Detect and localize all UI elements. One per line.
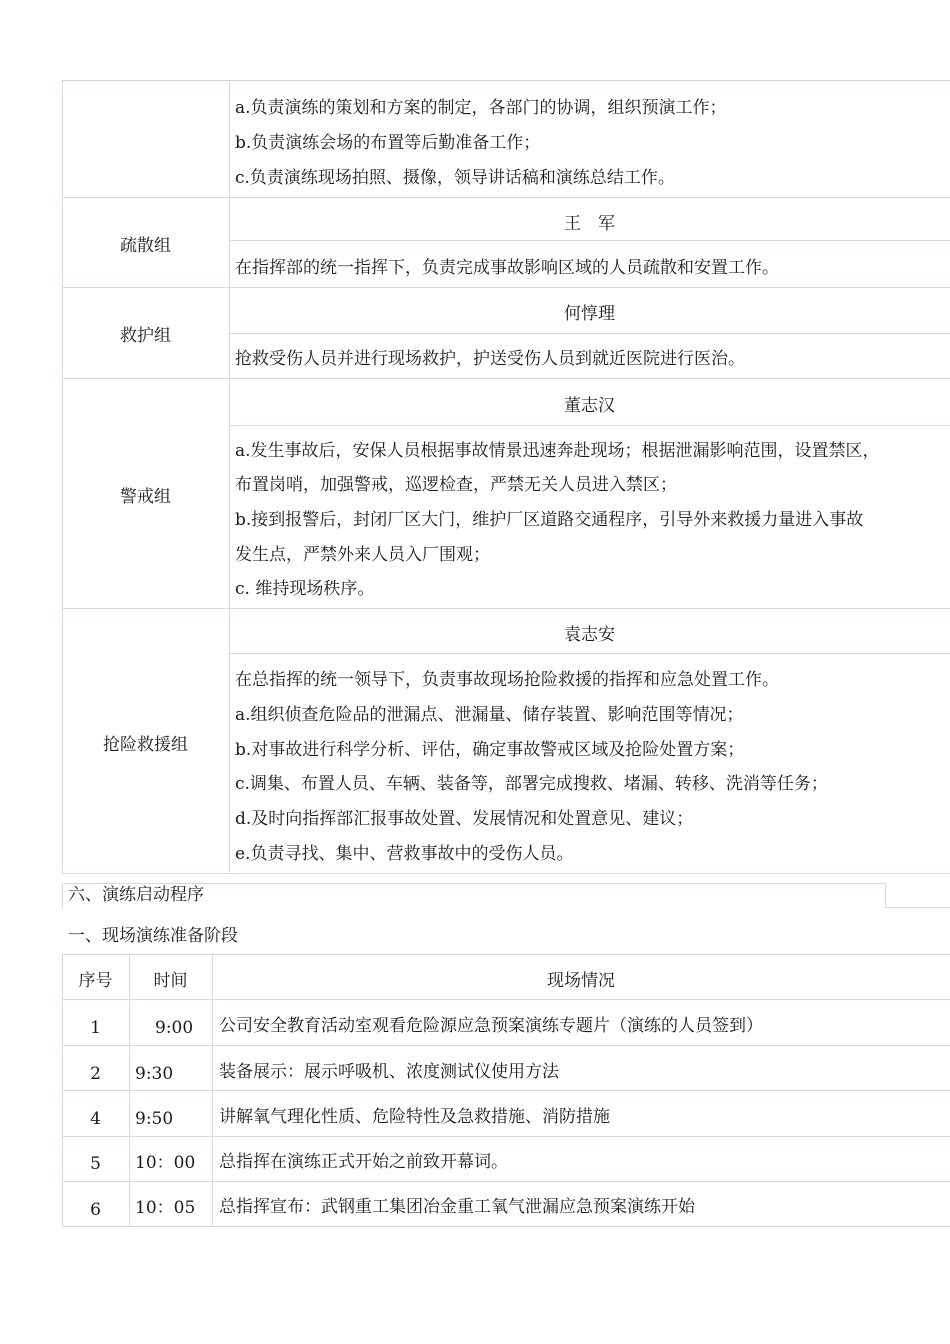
duty-line: e.负责寻找、集中、营救事故中的受伤人员。	[235, 844, 574, 864]
duty-line: a.负责演练的策划和方案的制定，各部门的协调，组织预演工作；	[235, 98, 727, 118]
leader-divider	[229, 653, 950, 654]
row-index: 5	[90, 1154, 101, 1174]
header-cell-index: 序号	[78, 971, 113, 991]
duty-line: b.负责演练会场的布置等后勤准备工作；	[235, 133, 541, 153]
team-leader: 王 军	[564, 214, 615, 234]
leader-divider	[229, 425, 950, 426]
row-divider	[62, 197, 950, 198]
row-index: 2	[90, 1064, 101, 1084]
duty-line: b.对事故进行科学分析、评估，确定事故警戒区域及抢险处置方案；	[235, 740, 745, 760]
schedule-row-divider	[62, 1090, 950, 1091]
schedule-top-border	[62, 954, 950, 955]
heading-left-border	[62, 883, 63, 908]
schedule-row-divider	[62, 1136, 950, 1137]
row-time: 10：05	[135, 1198, 196, 1218]
schedule-bottom-border	[62, 1226, 950, 1227]
duty-line: 发生点，严禁外来人员入厂围观；	[235, 545, 490, 565]
row-situation: 公司安全教育活动室观看危险源应急预案演练专题片（演练的人员签到）	[219, 1016, 763, 1036]
leader-divider	[229, 240, 950, 241]
team-name: 疏散组	[120, 236, 171, 256]
team-leader: 何惇理	[564, 304, 615, 324]
header-cell-situation: 现场情况	[547, 971, 615, 991]
duty-line: b.接到报警后，封闭厂区大门，维护厂区道路交通程序，引导外来救援力量进入事故	[235, 510, 864, 530]
duty-line: 抢救受伤人员并进行现场救护，护送受伤人员到就近医院进行医治。	[235, 349, 745, 369]
duty-line: c.调集、布置人员、车辆、装备等，部署完成搜救、堵漏、转移、洗消等任务；	[235, 774, 828, 794]
duty-line: d.及时向指挥部汇报事故处置、发展情况和处置意见、建议；	[235, 809, 694, 829]
header-cell-time: 时间	[153, 971, 188, 991]
row-time: 9:30	[135, 1064, 174, 1084]
row-index: 4	[90, 1109, 101, 1129]
duty-line: c.负责演练现场拍照、摄像，领导讲话稿和演练总结工作。	[235, 168, 675, 188]
team-name: 警戒组	[120, 487, 171, 507]
team-leader: 袁志安	[564, 625, 615, 645]
schedule-row-divider	[62, 1181, 950, 1182]
duty-line: a.组织侦查危险品的泄漏点、泄漏量、储存装置、影响范围等情况；	[235, 705, 744, 725]
table-column-divider	[229, 80, 230, 874]
team-name: 救护组	[120, 326, 171, 346]
duty-line: c. 维持现场秩序。	[235, 579, 375, 599]
heading-bottom-border	[885, 907, 950, 908]
team-name: 抢险救援组	[103, 735, 188, 755]
row-divider	[62, 287, 950, 288]
duty-line: 在指挥部的统一指挥下，负责完成事故影响区域的人员疏散和安置工作。	[235, 258, 779, 278]
row-time: 9:00	[155, 1018, 194, 1038]
row-situation: 装备展示：展示呼吸机、浓度测试仪使用方法	[219, 1062, 559, 1082]
table-bottom-border	[62, 873, 950, 874]
schedule-row-divider	[62, 999, 950, 1000]
heading-right-border	[885, 883, 886, 908]
duty-line: 布置岗哨，加强警戒，巡逻检查，严禁无关人员进入禁区；	[235, 475, 677, 495]
row-time: 10：00	[135, 1153, 196, 1173]
section-title: 六、演练启动程序	[68, 885, 204, 905]
subsection-title: 一、现场演练准备阶段	[68, 926, 238, 946]
table-top-border	[62, 80, 950, 81]
row-divider	[62, 608, 950, 609]
row-time: 9:50	[135, 1109, 174, 1129]
schedule-row-divider	[62, 1045, 950, 1046]
duty-line: a.发生事故后，安保人员根据事故情景迅速奔赴现场；根据泄漏影响范围，设置禁区，	[235, 441, 880, 461]
row-index: 6	[90, 1200, 101, 1220]
row-situation: 总指挥宣布：武钢重工集团冶金重工氧气泄漏应急预案演练开始	[219, 1197, 695, 1217]
row-situation: 总指挥在演练正式开始之前致开幕词。	[219, 1152, 508, 1172]
row-divider	[62, 378, 950, 379]
leader-divider	[229, 333, 950, 334]
row-index: 1	[90, 1018, 101, 1038]
row-situation: 讲解氧气理化性质、危险特性及急救措施、消防措施	[219, 1107, 610, 1127]
duty-line: 在总指挥的统一领导下，负责事故现场抢险救援的指挥和应急处置工作。	[235, 670, 779, 690]
team-leader: 董志汉	[564, 396, 615, 416]
